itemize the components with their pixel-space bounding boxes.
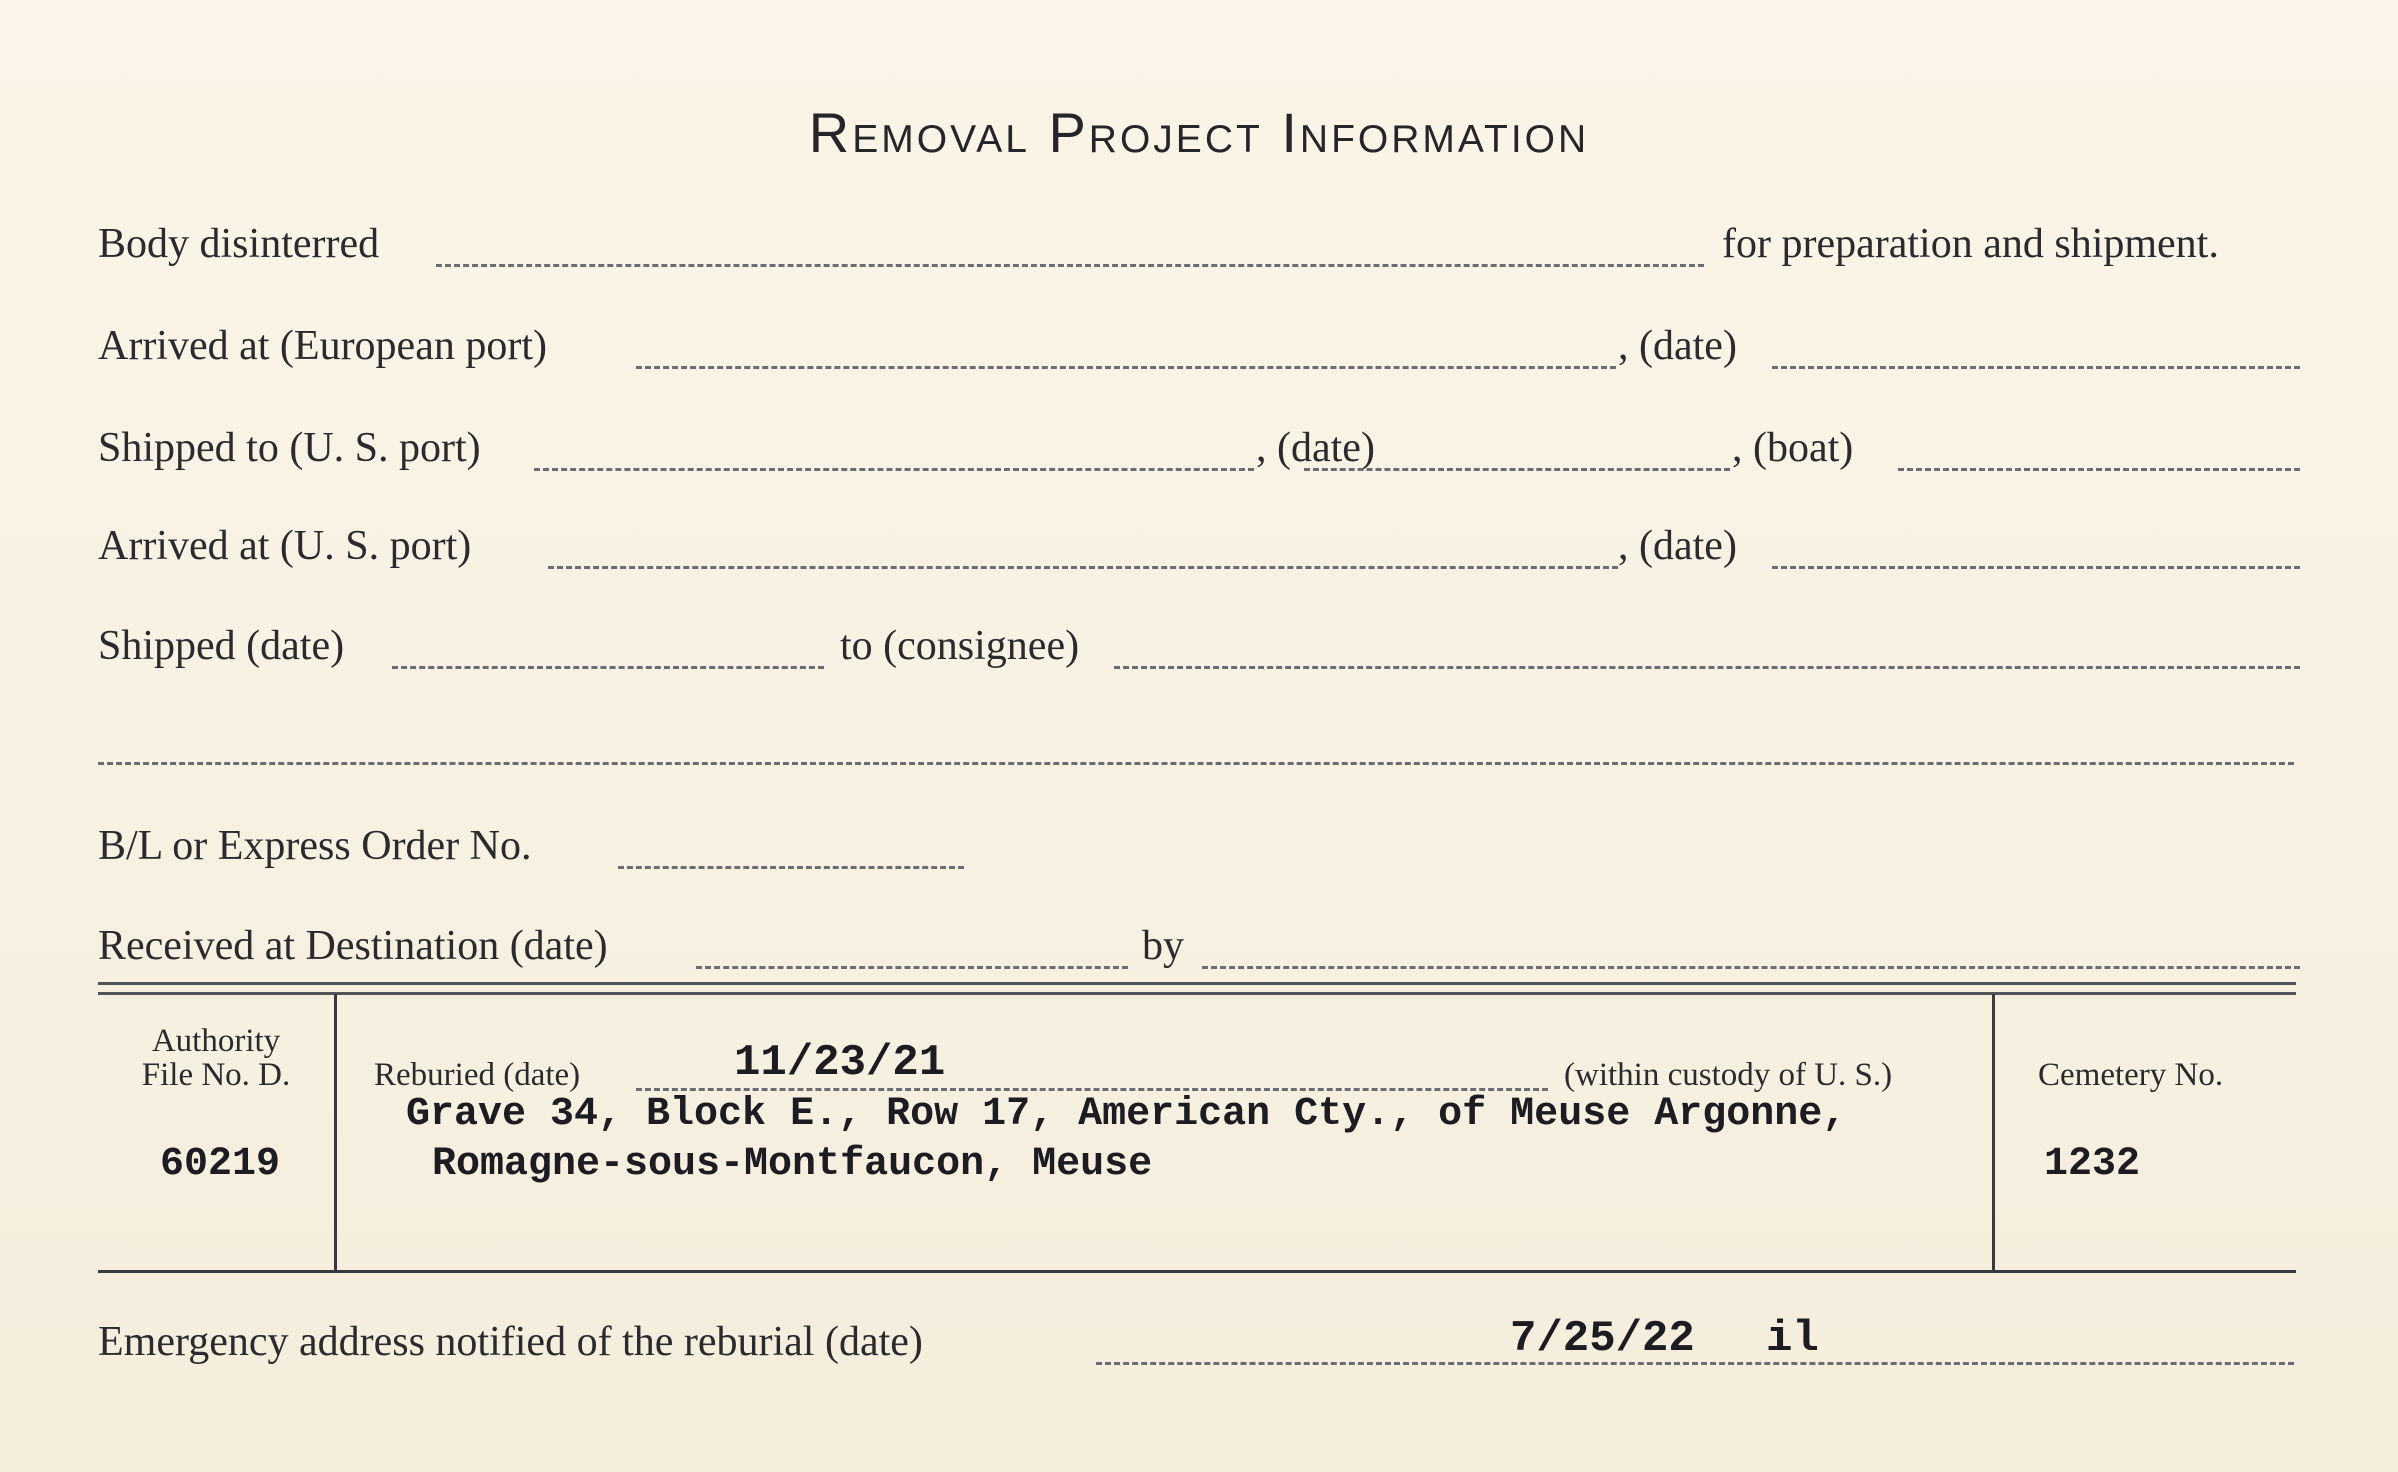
boat-label: , (boat) <box>1732 425 1854 471</box>
shipped-date-field[interactable] <box>392 666 824 669</box>
body-disinterred-field[interactable] <box>436 264 1704 267</box>
emergency-initials: il <box>1766 1314 1819 1364</box>
shipped-us-date-field[interactable] <box>1304 468 1730 471</box>
grave-location-line-1: Grave 34, Block E., Row 17, American Cty., of Meuse Argonne, <box>406 1092 1847 1137</box>
shipped-us-date-label: , (date) <box>1256 425 1375 471</box>
arrived-us-port-field[interactable] <box>548 566 1618 569</box>
received-by-label: by <box>1142 923 1184 969</box>
consignee-field-line-2[interactable] <box>98 762 2294 765</box>
row-consignee-continued <box>98 718 2300 778</box>
arrived-european-date-field[interactable] <box>1772 366 2300 369</box>
us-port-field[interactable] <box>534 468 1254 471</box>
boat-field[interactable] <box>1898 468 2300 471</box>
row-shipped-us <box>98 424 2300 484</box>
row-arrived-us <box>98 522 2300 582</box>
consignee-field[interactable] <box>1114 666 2300 669</box>
row-shipped-date <box>98 622 2300 682</box>
bl-order-label: B/L or Express Order No. <box>98 823 532 869</box>
received-destination-label: Received at Destination (date) <box>98 923 608 969</box>
reburied-date-value: 11/23/21 <box>734 1038 946 1088</box>
box-left-divider <box>334 994 337 1270</box>
shipped-us-label: Shipped to (U. S. port) <box>98 425 481 471</box>
emergency-date-field[interactable] <box>1096 1362 2294 1365</box>
row-body-disinterred <box>98 220 2300 280</box>
emergency-date-value: 7/25/22 <box>1510 1314 1695 1364</box>
arrived-european-date-label: , (date) <box>1618 323 1737 369</box>
card-title: Removal Project Information <box>808 101 1590 164</box>
row-received-destination <box>98 922 2300 982</box>
authority-label-line-2: File No. D. <box>141 1057 291 1093</box>
cemetery-number: 1232 <box>2044 1142 2141 1187</box>
row-bl-order <box>98 822 2300 882</box>
row-arrived-european <box>98 322 2300 382</box>
cemetery-label: Cemetery No. <box>2038 1057 2224 1093</box>
preparation-shipment-label: for preparation and shipment. <box>1722 221 2219 267</box>
reburied-date-field[interactable] <box>636 1088 1548 1091</box>
consignee-label: to (consignee) <box>840 623 1080 669</box>
box-right-divider <box>1992 994 1995 1270</box>
emergency-address-label: Emergency address notified of the reburial (date) <box>98 1319 923 1365</box>
authority-label <box>98 1024 334 1092</box>
reburied-label: Reburied (date) <box>374 1057 581 1093</box>
row-emergency-address <box>98 1314 2300 1378</box>
authority-label-line-1: Authority <box>151 1023 281 1059</box>
box-bottom-rule <box>98 1270 2296 1273</box>
grave-location-line-2: Romagne-sous-Montfaucon, Meuse <box>432 1142 1153 1187</box>
box-top-double-rule <box>98 982 2296 995</box>
arrived-us-date-label: , (date) <box>1618 523 1737 569</box>
received-by-field[interactable] <box>1202 966 2300 969</box>
arrived-european-label: Arrived at (European port) <box>98 323 547 369</box>
body-disinterred-label: Body disinterred <box>98 221 380 267</box>
authority-file-number: 60219 <box>160 1142 281 1187</box>
arrived-us-label: Arrived at (U. S. port) <box>98 523 472 569</box>
custody-label: (within custody of U. S.) <box>1564 1057 1893 1093</box>
shipped-date-label: Shipped (date) <box>98 623 345 669</box>
received-date-field[interactable] <box>696 966 1128 969</box>
bl-order-field[interactable] <box>618 866 964 869</box>
arrived-us-date-field[interactable] <box>1772 566 2300 569</box>
european-port-field[interactable] <box>636 366 1616 369</box>
